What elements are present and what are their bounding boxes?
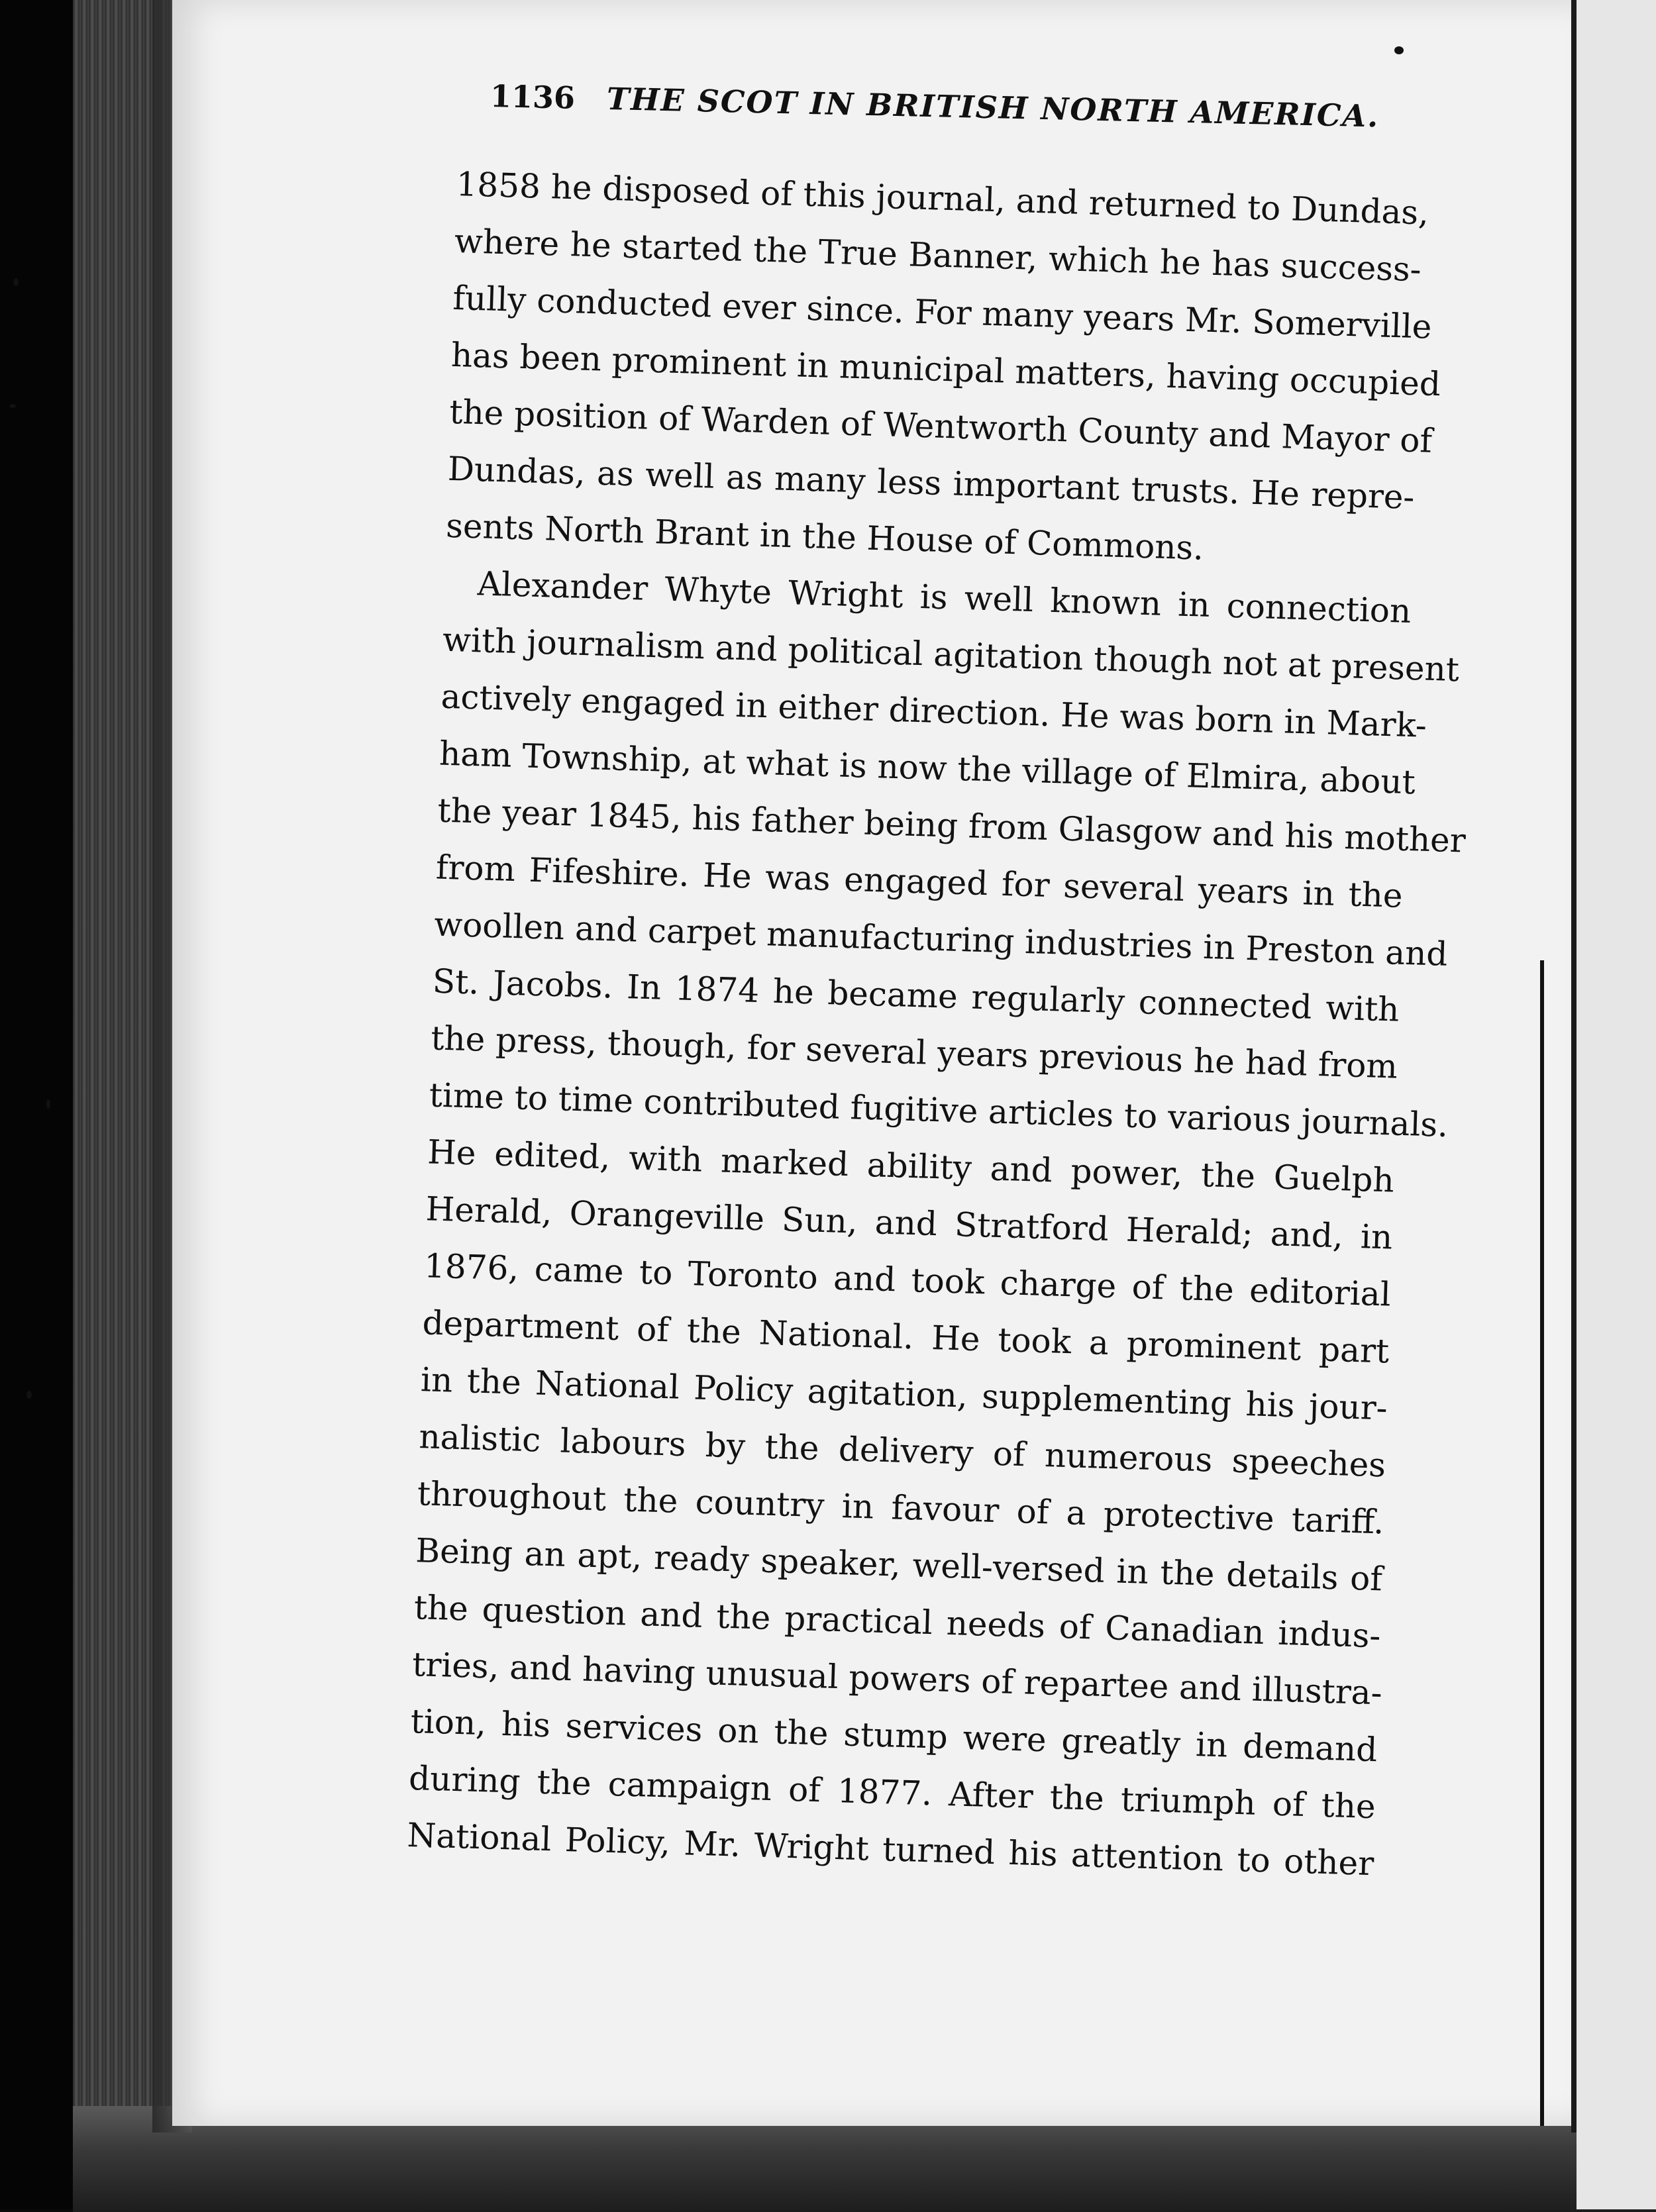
paragraph	[406, 554, 1467, 1892]
text-line: tries, and having unusual powers of repartee and illustra-	[411, 1645, 1383, 1713]
text-line: Being an apt, ready speaker, well-versed in the details of	[415, 1531, 1383, 1599]
text-line: in the National Policy agitation, supplementing his jour-	[420, 1360, 1388, 1428]
text-line: with journalism and political agitation though not at present	[442, 620, 1460, 689]
text-line: the position of Warden of Wentworth County and Mayor of	[448, 392, 1433, 460]
text-line: 1858 he disposed of this journal, and returned to Dundas,	[455, 164, 1429, 232]
scan-speck	[13, 278, 19, 286]
text-line: National Policy, Mr. Wright turned his attention to other	[406, 1815, 1374, 1884]
scanner-background	[0, 0, 73, 2209]
text-line: woollen and carpet manufacturing industries in Preston and	[433, 905, 1449, 974]
text-line: He edited, with marked ability and power, the Guelph	[427, 1132, 1395, 1200]
text-line: time to time contributed fugitive articles to various journals.	[429, 1076, 1449, 1145]
text-line: nalistic labours by the delivery of numerous speeches	[418, 1417, 1386, 1485]
text-line: fully conducted ever since. For many years Mr. Somerville	[452, 278, 1433, 346]
scan-speck	[1394, 46, 1404, 54]
text-line: during the campaign of 1877. After the triumph of the	[408, 1758, 1376, 1827]
text-line: the year 1845, his father being from Glasgow and his mother	[437, 791, 1467, 860]
text-line: has been prominent in municipal matters, having occupied	[450, 335, 1441, 404]
text-line: where he started the True Banner, which he has success-	[454, 221, 1422, 289]
text-line: sents North Brant in the House of Commons.	[445, 506, 1204, 568]
text-line: the question and the practical needs of Canadian indus-	[413, 1588, 1382, 1656]
text-line: department of the National. He took a prominent part	[421, 1303, 1390, 1371]
adjacent-page-rule	[1540, 960, 1544, 2126]
page-number: 1136	[490, 78, 576, 116]
text-line: Dundas, as well as many less important trusts. He repre-	[447, 449, 1416, 517]
text-line: throughout the country in favour of a protective tariff.	[417, 1474, 1385, 1542]
text-line: Herald, Orangeville Sun, and Stratford Herald; and, in	[425, 1189, 1394, 1257]
text-line: from Fifeshire. He was engaged for several years in the	[435, 848, 1404, 915]
scan-speck	[46, 1099, 50, 1109]
scan-speck	[9, 404, 16, 408]
text-line: Alexander Whyte Wright is well known in connection	[476, 564, 1412, 631]
text-line: the press, though, for several years previous he had from	[430, 1019, 1398, 1086]
text-line: St. Jacobs. In 1874 he became regularly connected with	[432, 962, 1400, 1029]
adjacent-page-edge	[1577, 0, 1656, 2209]
paragraph	[445, 156, 1441, 583]
scan-speck	[26, 1391, 32, 1399]
running-title: THE SCOT IN BRITISH NORTH AMERICA.	[606, 81, 1380, 134]
page-right-edge	[1571, 0, 1577, 2133]
text-line: actively engaged in either direction. He was born in Mark-	[440, 677, 1427, 745]
text-line: ham Township, at what is now the village of Elmira, about	[439, 734, 1416, 802]
text-line: 1876, came to Toronto and took charge of the editorial	[423, 1246, 1392, 1314]
body-text	[406, 156, 1467, 1892]
text-line: tion, his services on the stump were greatly in demand	[409, 1701, 1378, 1770]
